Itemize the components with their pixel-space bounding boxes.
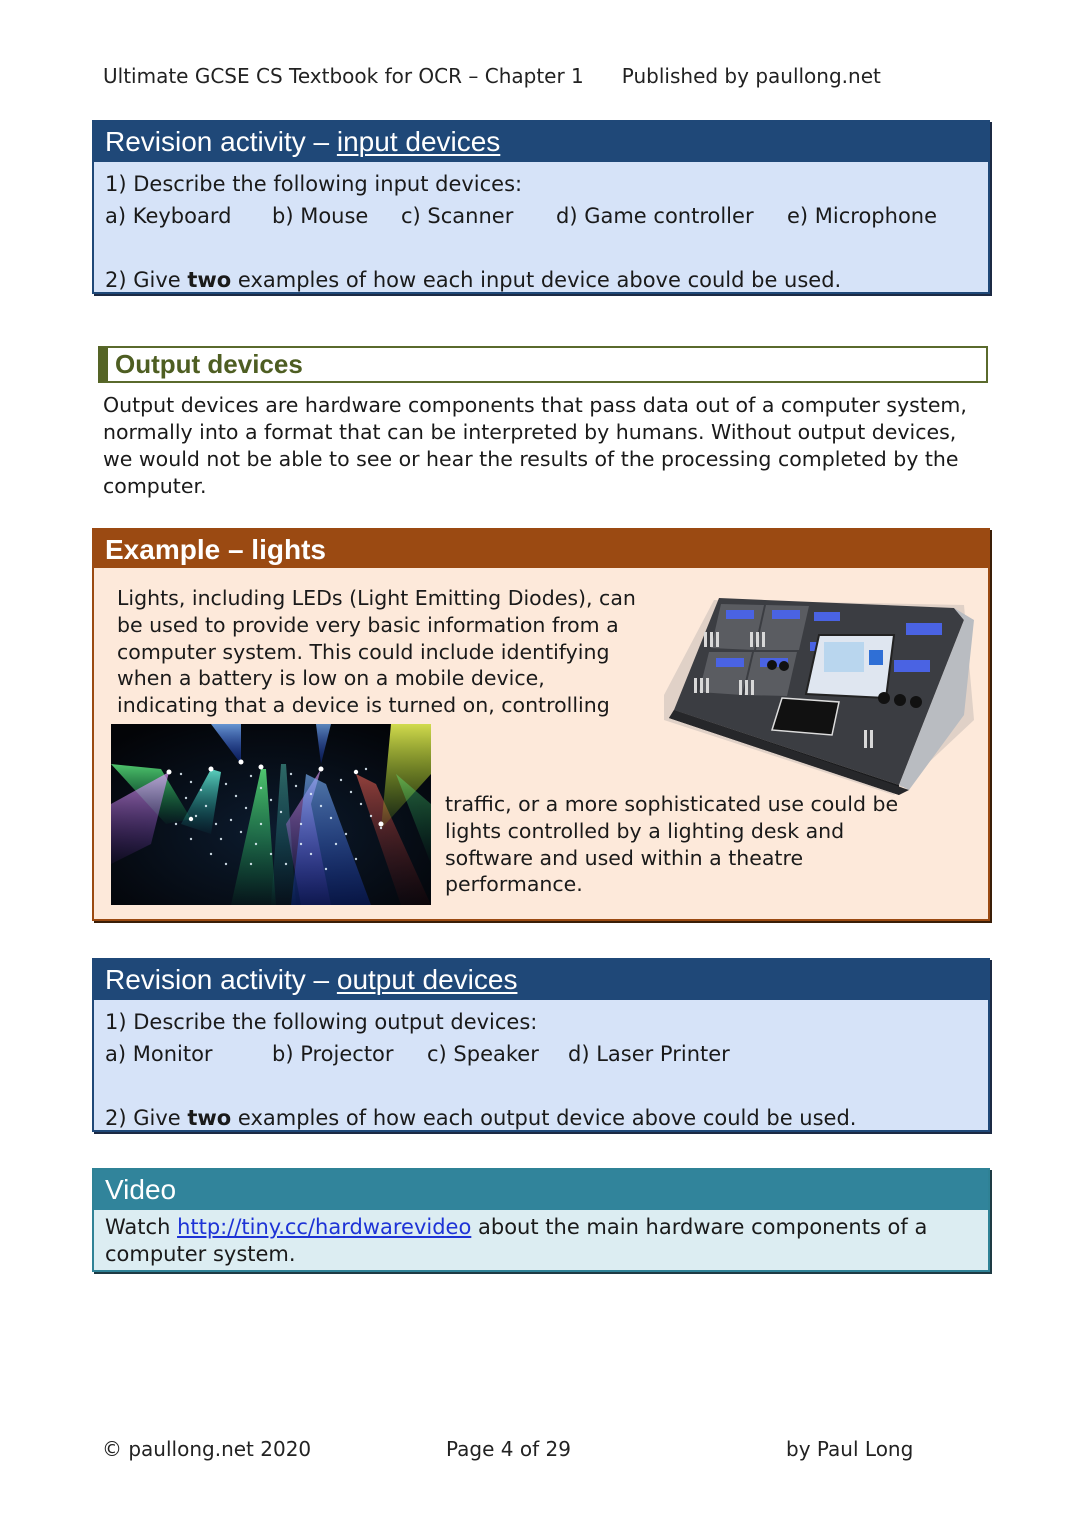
output-devices-paragraph: Output devices are hardware components that pass data out of a computer system, normally into a format that can be interpreted by humans. Without output devices, we would not be able to see or hear the results of the processing completed by the computer. [103,393,967,498]
option-mouse: b) Mouse [272,204,369,228]
option-microphone: e) Microphone [787,204,938,228]
video-body: Watch http://tiny.cc/hardwarevideo about the main hardware components of a computer system. [105,1215,928,1266]
option-scanner: c) Scanner [401,204,514,228]
question-1: 1) Describe the following input devices: [105,172,523,196]
revision-input-box [92,120,990,294]
question-2: 2) Give two examples of how each input device above could be used. [105,268,842,292]
output-devices-heading [98,346,988,383]
option-speaker: c) Speaker [427,1042,539,1066]
video-title: Video [94,1170,988,1210]
page-header [103,64,881,88]
revision-input-body [94,162,988,296]
revision-output-body [94,1000,988,1134]
example-title: Example – lights [94,530,988,568]
device-options [105,1038,977,1070]
revision-input-title: Revision activity – input devices [94,122,988,162]
option-game-controller: d) Game controller [556,204,754,228]
revision-output-box [92,958,990,1132]
option-monitor: a) Monitor [105,1042,213,1066]
question-2: 2) Give two examples of how each output device above could be used. [105,1106,857,1130]
example-text-part2: traffic, or a more sophisticated use could be lights controlled by a lighting desk and software and used within a theatre performance. [445,792,899,897]
footer-author: by Paul Long [786,1437,914,1461]
revision-input-title-link[interactable]: input devices [336,126,501,157]
footer-page-number: Page 4 of 29 [446,1437,571,1461]
book-title: Ultimate GCSE CS Textbook for OCR – Chapter 1 [103,64,584,88]
question-1: 1) Describe the following output devices: [105,1010,538,1034]
publisher: Published by paullong.net [621,64,881,88]
option-projector: b) Projector [272,1042,394,1066]
video-box [92,1168,990,1272]
lighting-desk-image [664,590,984,800]
section-title: Output devices [115,349,303,379]
revision-output-title: Revision activity – output devices [94,960,988,1000]
option-laser-printer: d) Laser Printer [568,1042,730,1066]
video-link[interactable]: http://tiny.cc/hardwarevideo [177,1215,472,1239]
revision-output-title-link[interactable]: output devices [336,964,518,995]
example-lights-box [92,528,990,921]
footer-copyright: © paullong.net 2020 [102,1437,312,1461]
stage-lights-image [111,724,431,905]
example-text-part1: Lights, including LEDs (Light Emitting Diodes), can be used to provide very basic information from a computer system. This could include identifying when a battery is low on a mobile device, indicating that a device is turned on, controlling [117,586,636,718]
device-options [105,200,977,232]
option-keyboard: a) Keyboard [105,204,232,228]
